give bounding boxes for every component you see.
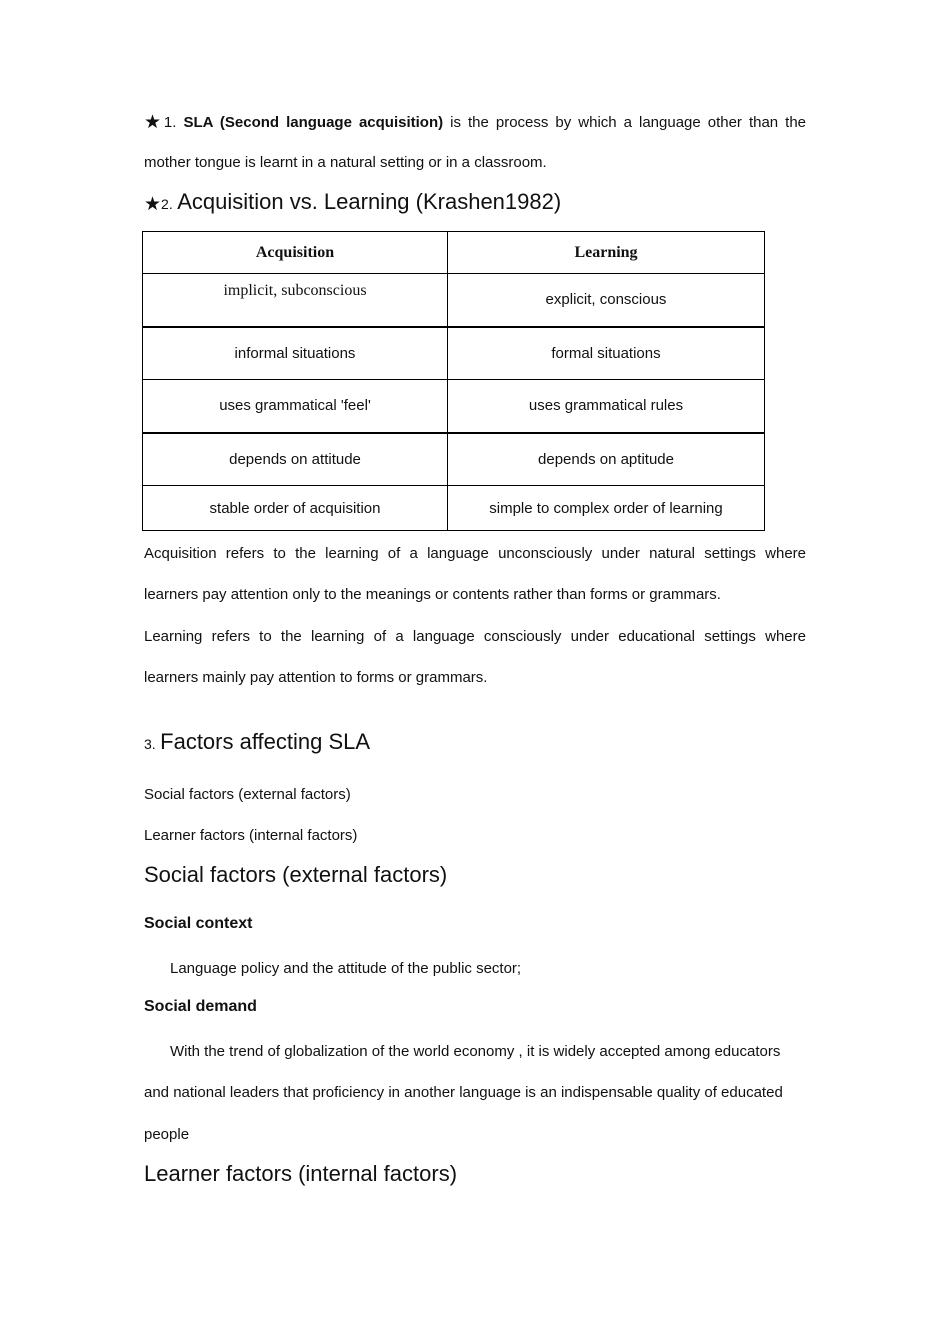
header-acquisition: Acquisition [143,232,448,274]
learning-definition-line1: Learning refers to the learning of a language consciously under educational settings where [144,628,806,645]
social-demand-line3: people [144,1126,190,1143]
table-cell: informal situations [143,327,448,380]
table-row [143,486,765,531]
table-cell: implicit, subconscious [143,274,448,327]
section-number: 3. [144,736,156,752]
section3-heading [144,729,370,755]
table-cell: uses grammatical 'feel' [143,380,448,433]
table-row [143,433,765,486]
learning-definition-line2: learners mainly pay attention to forms or grammars. [144,669,488,686]
sla-definition-text: is the process by which a language other than the [450,114,807,131]
social-demand-heading: Social demand [144,998,257,1015]
acquisition-definition-line2: learners pay attention only to the meanings or contents rather than forms or grammars. [144,586,721,603]
table-cell: uses grammatical rules [448,380,765,433]
header-learning: Learning [448,232,765,274]
section3-title: Factors affecting SLA [160,729,371,754]
factor-list-item: Social factors (external factors) [144,786,351,803]
social-demand-line2: and national leaders that proficiency in another language is an indispensable quality of educated [144,1084,783,1101]
table-row [143,380,765,433]
social-context-heading: Social context [144,915,253,932]
sla-definition-line2: mother tongue is learnt in a natural setting or in a classroom. [144,154,547,171]
table-header-row [143,232,765,274]
table-cell: stable order of acquisition [143,486,448,531]
star-icon: ★ [144,112,164,133]
social-demand-line1: With the trend of globalization of the world economy , it is widely accepted among educators [170,1043,781,1060]
acquisition-definition-line1: Acquisition refers to the learning of a language unconsciously under natural settings where [144,545,806,562]
table-cell: simple to complex order of learning [448,486,765,531]
section2-heading [144,189,561,215]
table-cell: explicit, conscious [448,274,765,327]
section-number: 2. [161,196,173,212]
table-cell: depends on attitude [143,433,448,486]
table-cell: depends on aptitude [448,433,765,486]
table-cell: formal situations [448,327,765,380]
factor-list-item: Learner factors (internal factors) [144,827,358,844]
star-icon: ★ [144,194,162,215]
social-context-text: Language policy and the attitude of the public sector; [170,960,522,977]
social-factors-heading: Social factors (external factors) [144,862,448,887]
learner-factors-heading: Learner factors (internal factors) [144,1161,458,1186]
table-row [143,327,765,380]
comparison-table [142,231,765,531]
table-row [143,274,765,327]
sla-term: SLA (Second language acquisition) [183,114,444,131]
section2-title: Acquisition vs. Learning (Krashen1982) [177,189,562,214]
sla-definition-line1 [144,112,806,133]
section-number: 1. [163,114,177,131]
